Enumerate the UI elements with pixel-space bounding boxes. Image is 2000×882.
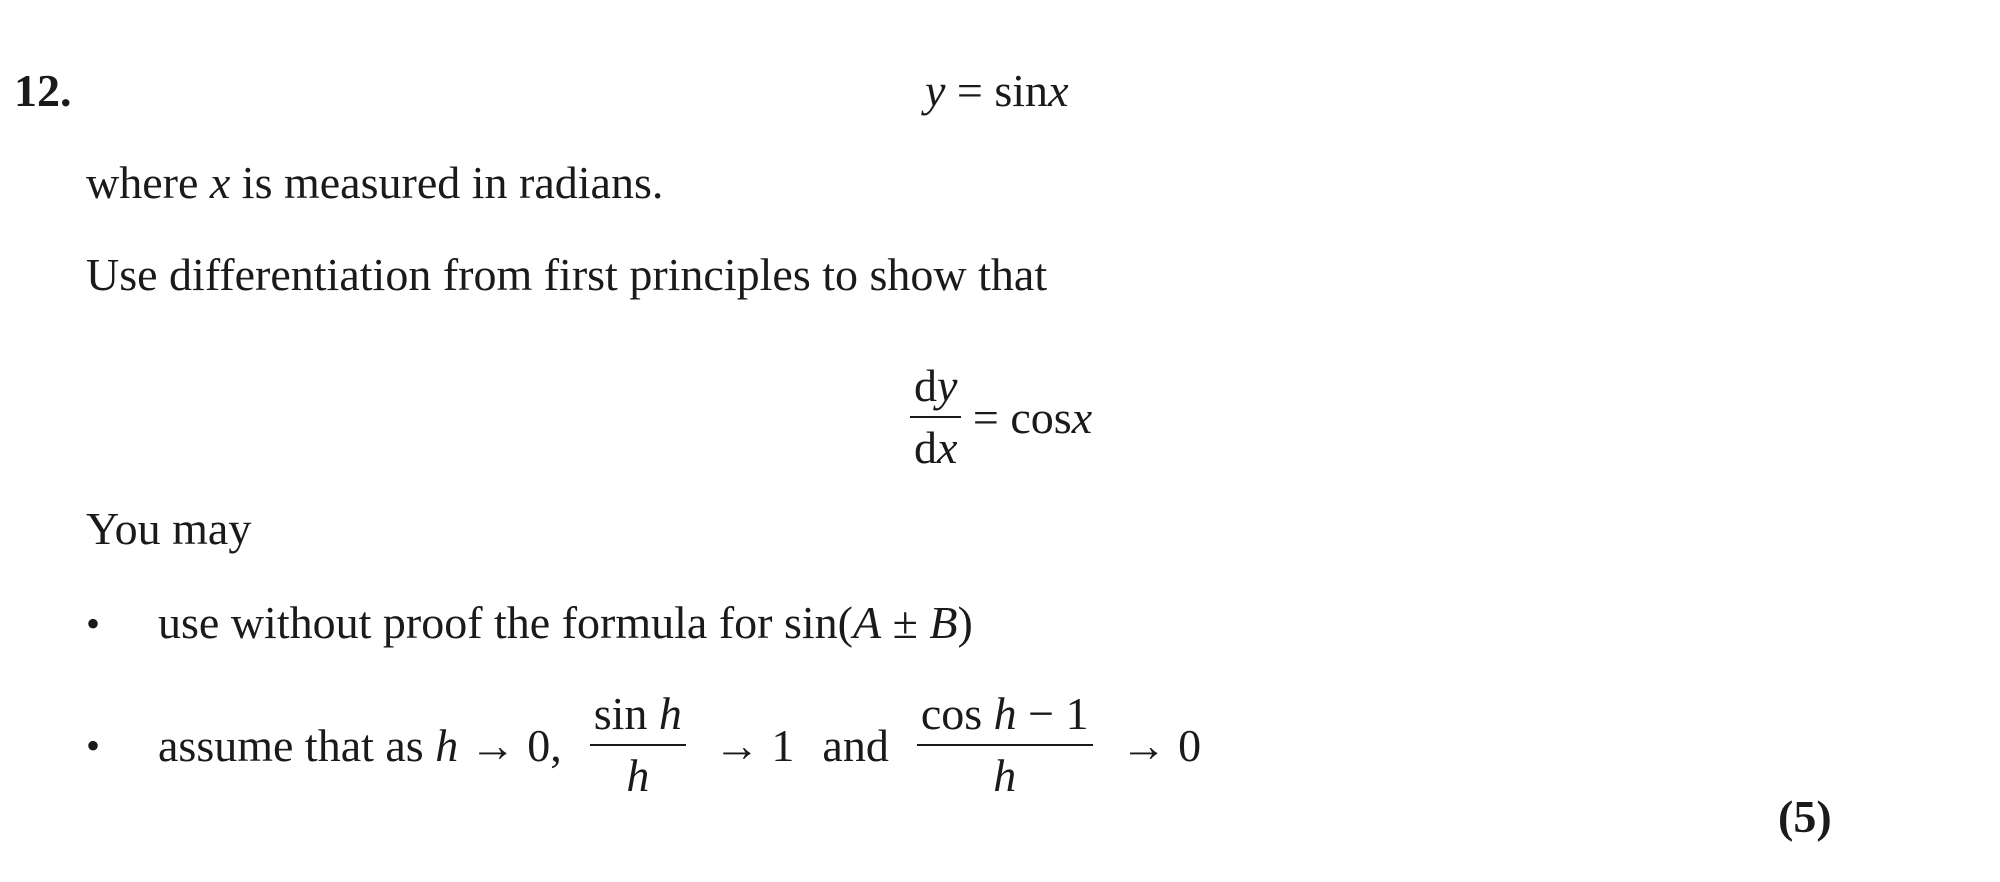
deriv-equals: = (961, 391, 1011, 443)
you-may-line: You may (86, 503, 252, 554)
frac2-var: h (993, 688, 1017, 739)
bullet-1-marker: • (86, 601, 101, 646)
bullet-1-func: sin( (783, 597, 853, 648)
where-pre: where (86, 157, 210, 208)
bullet-2-text (158, 690, 1201, 801)
dy-dx-fraction (910, 362, 961, 473)
frac1-func: sin (593, 688, 659, 739)
num-var: y (937, 360, 958, 411)
bullet-2-arrow1: → 1 (713, 719, 795, 771)
num-d: d (914, 360, 937, 411)
sinh-denominator (622, 746, 653, 800)
cosh-denominator (989, 746, 1020, 800)
bullet-2-h: h (435, 719, 459, 771)
bullet-2-marker: • (86, 723, 101, 768)
bullet-2-and: and (822, 719, 889, 771)
bullet-1-text (158, 596, 973, 649)
derivative-equation (910, 362, 1092, 473)
deriv-arg: x (1071, 391, 1093, 443)
sinh-numerator (590, 690, 686, 746)
where-line (86, 156, 663, 209)
bullet-1-pm: ± (881, 597, 930, 648)
dx-denominator (910, 418, 961, 472)
den-d: d (914, 422, 937, 474)
frac2-func: cos (920, 688, 994, 739)
bullet-1-b: B (929, 597, 958, 648)
question-marks: (5) (1778, 791, 1832, 842)
frac1-var: h (658, 688, 682, 739)
main-equation (925, 64, 1068, 117)
bullet-1-close: ) (957, 597, 973, 648)
where-post: is measured in radians. (230, 157, 664, 208)
eq-arg-var: x (1048, 65, 1069, 116)
bullet-1-lead: use without proof the formula for (158, 597, 784, 648)
frac2-den: h (993, 750, 1017, 802)
bullet-2-lead: assume that as (158, 719, 436, 771)
bullet-2-arrow0: → 0, (458, 719, 562, 771)
deriv-func: cos (1010, 391, 1072, 443)
dy-numerator (910, 362, 961, 418)
sinh-over-h-fraction (590, 690, 686, 801)
frac1-den: h (626, 750, 650, 802)
question-number: 12. (14, 65, 72, 116)
eq-equals: = (945, 65, 995, 116)
frac2-rest: − 1 (1016, 688, 1089, 739)
cosh-minus-one-over-h-fraction (917, 690, 1093, 801)
cosh-numerator (917, 690, 1093, 746)
where-var: x (209, 157, 231, 208)
eq-lhs-var: y (925, 65, 946, 116)
eq-func: sin (994, 65, 1049, 116)
den-var: x (937, 422, 958, 474)
bullet-1-a: A (852, 597, 882, 648)
bullet-2-arrow2: → 0 (1120, 719, 1202, 771)
instruction-line: Use differentiation from first principles to show that (86, 249, 1048, 300)
